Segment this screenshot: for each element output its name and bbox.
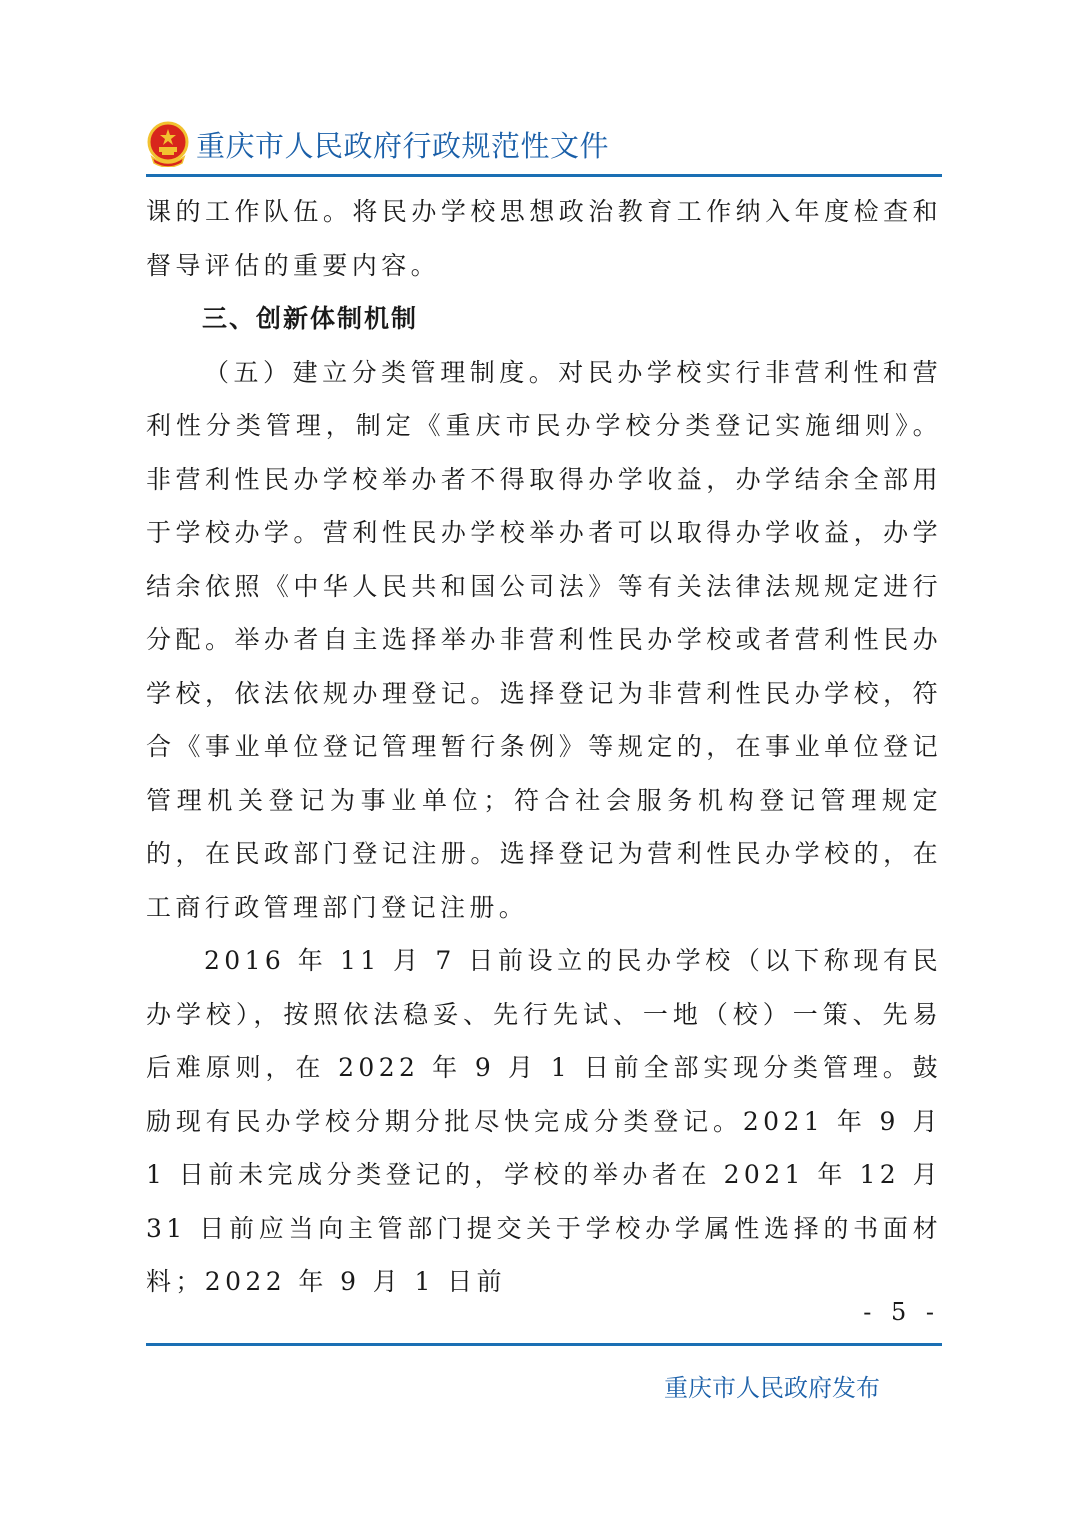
paragraph-intro: 课的工作队伍。将民办学校思想政治教育工作纳入年度检查和督导评估的重要内容。 <box>146 197 942 280</box>
national-emblem-icon <box>146 121 190 167</box>
paragraph-6: 2016 年 11 月 7 日前设立的民办学校（以下称现有民办学校），按照依法稳妥、先行先试、一地（校）一策、先易后难原则，在 2022 年 9 月 1 日前全部实现分类管理。鼓励现有民办学校分期分批尽快完成分类登记。2021 年 9 月 1 日前未完成分类登记的，学校的举办者在 2021 年 12 月 31 日前应当向主管部门提交关于学校办学属性选择的书面材料；2022 年 9 月 1 日前 <box>146 946 942 1296</box>
document-header <box>146 118 609 170</box>
page-number: - 5 - <box>863 1298 940 1326</box>
paragraph-5: （五）建立分类管理制度。对民办学校实行非营利性和营利性分类管理，制定《重庆市民办学校分类登记实施细则》。非营利性民办学校举办者不得取得办学收益，办学结余全部用于学校办学。营利性民办学校举办者可以取得办学收益，办学结余依照《中华人民共和国公司法》等有关法律法规规定进行分配。举办者自主选择举办非营利性民办学校或者营利性民办学校，依法依规办理登记。选择登记为非营利性民办学校，符合《事业单位登记管理暂行条例》等规定的，在事业单位登记管理机关登记为事业单位；符合社会服务机构登记管理规定的，在民政部门登记注册。选择登记为营利性民办学校的，在工商行政管理部门登记注册。 <box>146 357 942 922</box>
footer-publisher: 重庆市人民政府发布 <box>664 1374 880 1402</box>
section-heading-3: 三、创新体制机制 <box>202 304 419 333</box>
document-body <box>146 185 942 1309</box>
header-title: 重庆市人民政府行政规范性文件 <box>196 128 610 163</box>
header-divider <box>146 174 942 177</box>
footer-divider <box>146 1343 942 1346</box>
